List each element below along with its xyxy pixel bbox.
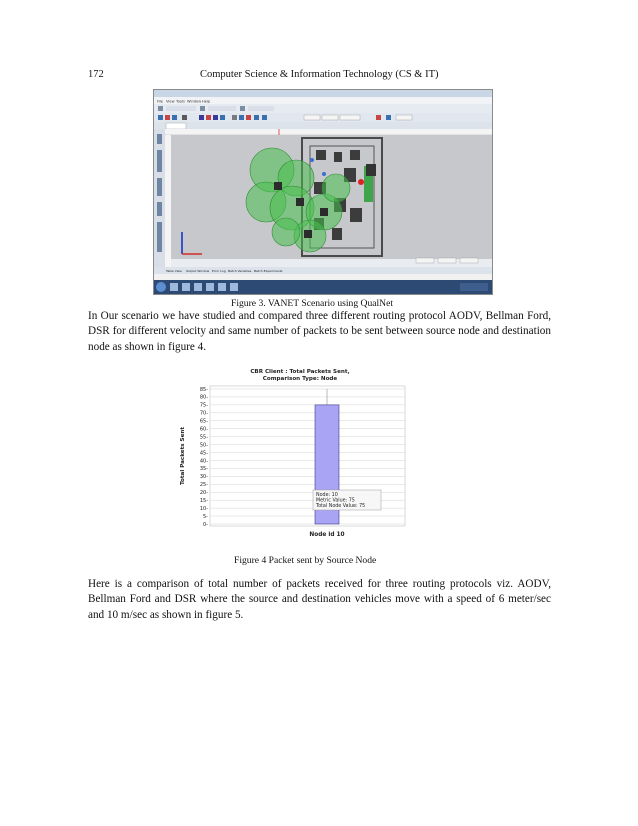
menu-item-tools[interactable]: Tools	[176, 99, 185, 104]
y-tick-label: 75-	[199, 402, 208, 409]
tab-table-view[interactable]: Table View	[166, 269, 182, 273]
y-axis-label: Total Packets Sent	[180, 426, 186, 486]
menu-item-view[interactable]: View	[166, 99, 175, 104]
y-tick-label: 20-	[199, 490, 208, 497]
tab-output-window[interactable]: Output Window	[186, 269, 210, 273]
y-tick-label: 45-	[199, 450, 208, 457]
y-tick-label: 85-	[199, 386, 208, 393]
chart-subtitle: Comparison Type: Node	[262, 376, 338, 382]
x-tick-label: Node id 10	[309, 532, 345, 538]
menu-item-window[interactable]: Window	[187, 99, 202, 104]
menu-item-help[interactable]: Help	[202, 99, 211, 104]
tooltip-line-2: Metric Value: 75	[316, 498, 355, 504]
tab-error-log[interactable]: Error Log	[212, 269, 226, 273]
y-tick-label: 0-	[203, 521, 208, 528]
y-tick-label: 15-	[199, 497, 208, 504]
tab-batch-experiments[interactable]: Batch Experiments	[254, 269, 283, 273]
tab-batch-variables[interactable]: Batch Variables	[228, 269, 252, 273]
tooltip-line-1: Node: 10	[316, 493, 338, 498]
y-tick-label: 60-	[199, 426, 208, 433]
paragraph-1: In Our scenario we have studied and compared three different routing protocol AODV, Bellman Ford, DSR for different velocity and same number of packets to be sent between source node and destination node as shown in figure 4.	[88, 310, 551, 353]
y-tick-label: 40-	[199, 458, 208, 465]
y-tick-label: 5-	[203, 513, 208, 520]
qualnet-screenshot	[153, 89, 493, 295]
tooltip	[313, 490, 381, 510]
journal-header: Computer Science & Information Technology (CS & IT)	[200, 69, 439, 80]
chart-title: CBR Client : Total Packets Sent,	[250, 369, 350, 375]
y-tick-label: 10-	[199, 505, 208, 512]
y-tick-label: 70-	[199, 410, 208, 417]
y-tick-label: 55-	[199, 434, 208, 441]
figure3-caption: Figure 3. VANET Scenario using QualNet	[231, 298, 394, 309]
y-tick-label: 25-	[199, 482, 208, 489]
y-tick-label: 30-	[199, 474, 208, 481]
menu-item-file[interactable]: File	[157, 99, 164, 104]
y-tick-label: 35-	[199, 466, 208, 473]
page-number: 172	[88, 69, 104, 80]
y-tick-label: 65-	[199, 418, 208, 425]
figure4-chart	[175, 364, 406, 540]
tooltip-line-3: Total Node Value: 75	[316, 504, 366, 509]
figure4-caption: Figure 4 Packet sent by Source Node	[234, 555, 377, 566]
y-tick-label: 50-	[199, 442, 208, 449]
y-tick-label: 80-	[199, 394, 208, 401]
paragraph-2: Here is a comparison of total number of packets received for three routing protocols viz. AODV, Bellman Ford and DSR where the source and destination vehicles move with a speed of 6 meter/sec and 10 m/sec as shown in figure 5.	[88, 578, 551, 621]
